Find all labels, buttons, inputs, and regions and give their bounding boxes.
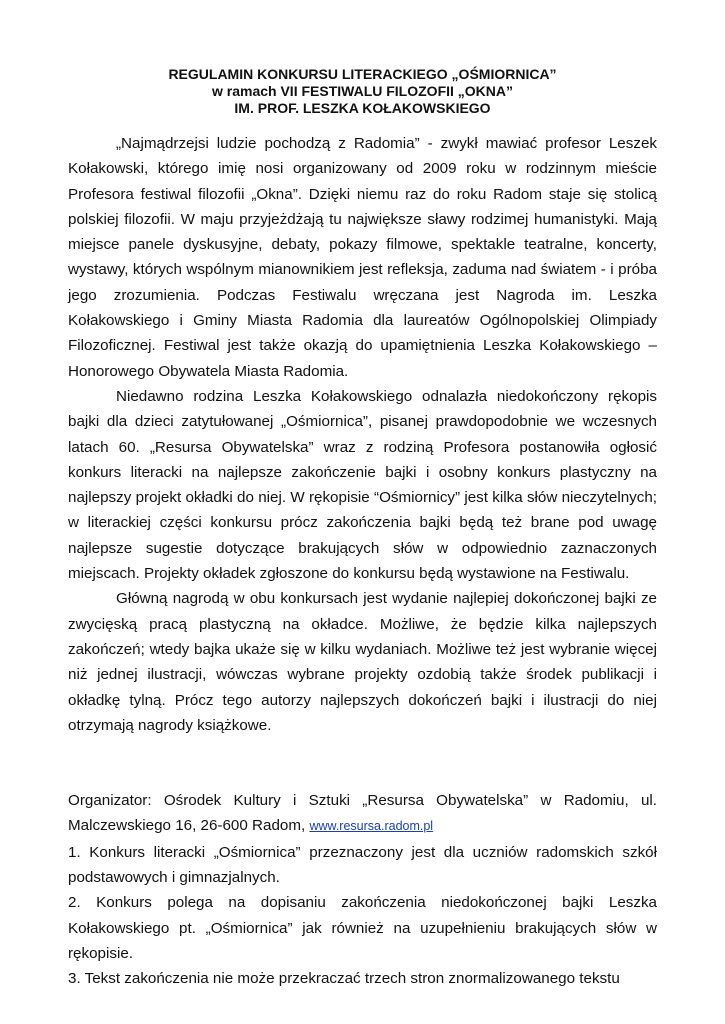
intro-paragraph-1: „Najmądrzejsi ludzie pochodzą z Radomia” - zwykł mawiać profesor Leszek Kołakowski, którego imię nosi organizowany od 2009 roku w rodzinnym mieście Profesora festiwal filozofii „Okna”. Dzięki niemu raz do roku Radom staje się stolicą polskiej filozofii. W maju przyjeżdżają tu największe sławy rodzimej humanistyki. Mają miejsce panele dyskusyjne, debaty, pokazy filmowe, spektakle teatralne, koncerty, wystawy, których wspólnym mianownikiem jest refleksja, zaduma nad światem - i próba jego zrozumienia. Podczas Festiwalu wręczana jest Nagroda im. Leszka Kołakowskiego i Gminy Miasta Radomia dla laureatów Ogólnopolskiej Olimpiady Filozoficznej. Festiwal jest także okazją do upamiętnienia Leszka Kołakowskiego – Honorowego Obywatela Miasta Radomia. (68, 135, 657, 380)
organizer-text: Organizator: Ośrodek Kultury i Sztuki „Resursa Obywatelska” w Radomiu, ul. Malczewskiego 16, 26-600 Radom, (68, 792, 657, 835)
title-line-2: w ramach VII FESTIWALU FILOZOFII „OKNA” (211, 83, 514, 99)
document-title (68, 66, 657, 117)
document-body (68, 131, 657, 992)
intro-paragraph-2: Niedawno rodzina Leszka Kołakowskiego odnalazła niedokończony rękopis bajki dla dzieci zatytułowanej „Ośmiornica”, pisanej prawdopodobnie we wczesnych latach 60. „Resursa Obywatelska” wraz z rodziną Profesora postanowiła ogłosić konkurs literacki na najlepsze zakończenie bajki i osobny konkurs plastyczny na najlepszy projekt okładki do niej. W rękopisie “Ośmiornicy” jest kilka słów nieczytelnych; w literackiej części konkursu prócz zakończenia bajki będą też brane pod uwagę najlepsze sugestie dotyczące brakujących słów w odpowiednio zaznaczonych miejscach. Projekty okładek zgłoszone do konkursu będą wystawione na Festiwalu. (68, 387, 657, 583)
rule-item-1: 1. Konkurs literacki „Ośmiornica” przeznaczony jest dla uczniów radomskich szkół podstawowych i gimnazjalnych. (68, 843, 657, 887)
intro-paragraph-3: Główną nagrodą w obu konkursach jest wydanie najlepiej dokończonej bajki ze zwycięską pracą plastyczną na okładce. Możliwe, że będzie kilka najlepszych zakończeń; wtedy bajka ukaże się w kilku wydaniach. Możliwe też jest wybranie więcej niż jednej ilustracji, wówczas wybrane projekty ozdobią także środek publikacji i okładkę tylną. Prócz tego autorzy najlepszych dokończeń bajki i ilustracji do niej otrzymają nagrody książkowe. (68, 590, 657, 734)
rule-item-3: 3. Tekst zakończenia nie może przekraczać trzech stron znormalizowanego tekstu (68, 970, 620, 988)
section-gap (68, 738, 657, 788)
title-line-3: IM. PROF. LESZKA KOŁAKOWSKIEGO (234, 100, 491, 116)
rule-item-2: 2. Konkurs polega na dopisaniu zakończenia niedokończonej bajki Leszka Kołakowskiego pt. „Ośmiornica” jak również na uzupełnieniu brakujących słów w rękopisie. (68, 894, 657, 962)
title-line-1: REGULAMIN KONKURSU LITERACKIEGO „OŚMIORNICA” (168, 66, 557, 82)
organizer-paragraph (68, 788, 657, 840)
organizer-website-link[interactable]: www.resursa.radom.pl (309, 819, 434, 834)
